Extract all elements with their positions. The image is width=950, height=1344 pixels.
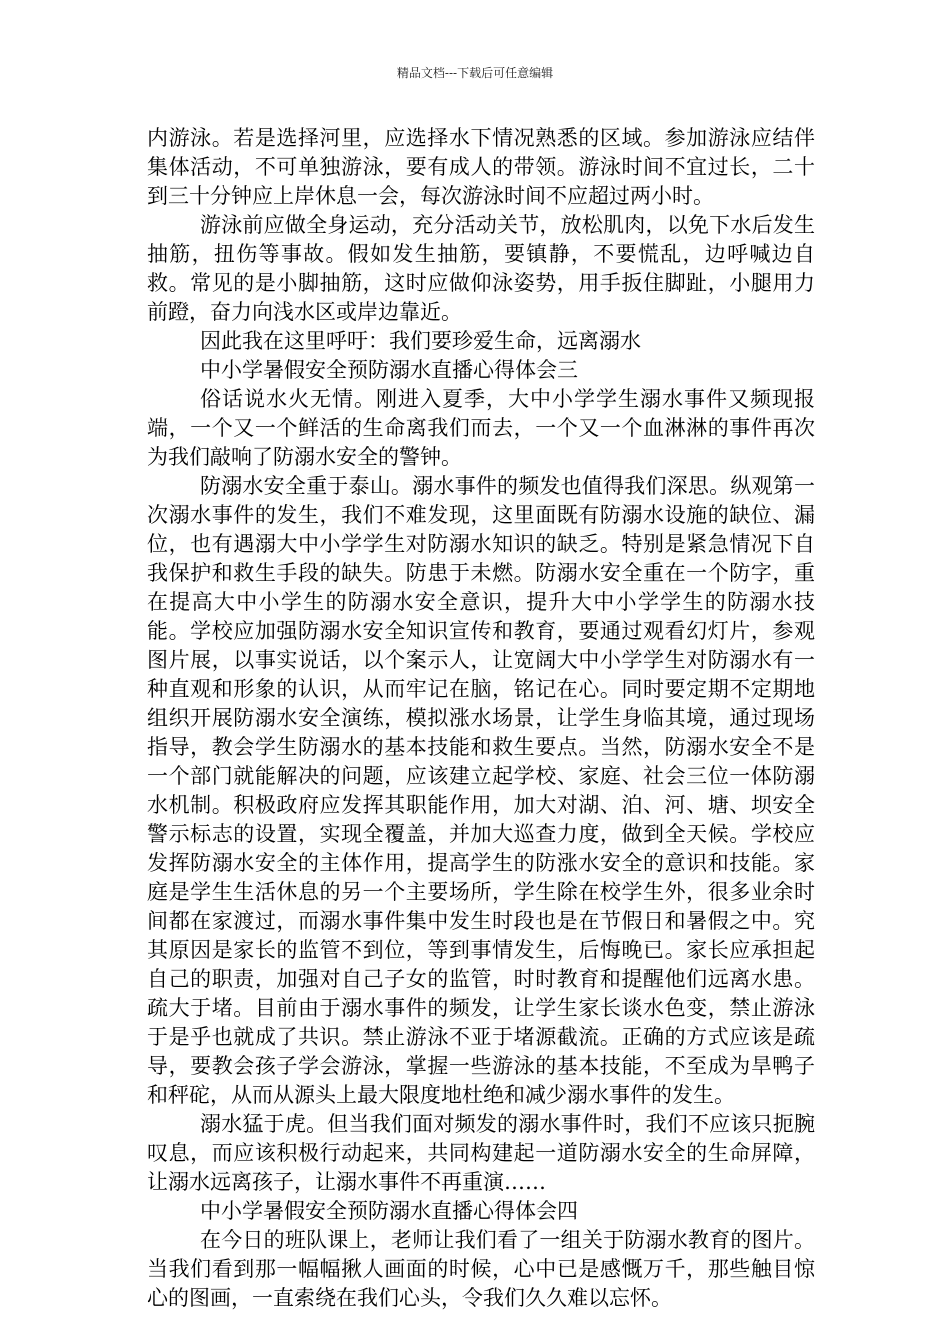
paragraph-warmup-cramps: 游泳前应做全身运动，充分活动关节，放松肌肉，以免下水后发生抽筋，扭伤等事故。假如发生抽筋，要镇静，不要慌乱，边呼喊边自救。常见的是小脚抽筋，这时应做仰泳姿势，用手扳住脚趾，小腿用力前蹬，奋力向浅水区或岸边靠近。 — [147, 213, 815, 324]
paragraph-safety-measures: 防溺水安全重于泰山。溺水事件的频发也值得我们深思。纵观第一次溺水事件的发生，我们不难发现，这里面既有防溺水设施的缺位、漏位，也有遇溺大中小学学生对防溺水知识的缺乏。特别是紧急情况下自我保护和救生手段的缺失。防患于未燃。防溺水安全重在一个防字，重在提高大中小学生的防溺水安全意识，提升大中小学学生的防溺水技能。学校应加强防溺水安全知识宣传和教育，要通过观看幻灯片，参观图片展，以事实说话，以个案示人，让宽阔大中小学学生对防溺水有一种直观和形象的认识，从而牢记在脑，铭记在心。同时要定期不定期地组织开展防溺水安全演练，模拟涨水场景，让学生身临其境，通过现场指导，教会学生防溺水的基本技能和救生要点。当然，防溺水安全不是一个部门就能解决的问题，应该建立起学校、家庭、社会三位一体防溺水机制。积极政府应发挥其职能作用，加大对湖、泊、河、塘、坝安全警示标志的设置，实现全覆盖，并加大巡查力度，做到全天候。学校应发挥防溺水安全的主体作用，提高学生的防涨水安全的意识和技能。家庭是学生生活休息的另一个主要场所，学生除在校学生外，很多业余时间都在家渡过，而溺水事件集中发生时段也是在节假日和暑假之中。究其原因是家长的监管不到位，等到事情发生，后悔晚已。家长应承担起自己的职责，加强对自己子女的监管，时时教育和提醒他们远离水患。疏大于堵。目前由于溺水事件的频发，让学生家长谈水色变，禁止游泳于是乎也就成了共识。禁止游泳不亚于堵源截流。正确的方式应该是疏导，要教会孩子学会游泳，掌握一些游泳的基本技能，不至成为旱鸭子和秤砣，从而从源头上最大限度地杜绝和减少溺水事件的发生。 — [147, 474, 815, 1107]
section-heading-three: 中小学暑假安全预防溺水直播心得体会三 — [200, 358, 578, 382]
paragraph-intro-four: 在今日的班队课上，老师让我们看了一组关于防溺水教育的图片。当我们看到那一幅幅揪人画面的时候，心中已是感慨万千，那些触目惊心的图画，一直索绕在我们心头，令我们久久难以忘怀。 — [147, 1228, 815, 1310]
section-heading-four: 中小学暑假安全预防溺水直播心得体会四 — [200, 1199, 578, 1223]
paragraph-intro-three: 俗话说水火无情。刚进入夏季，大中小学学生溺水事件又频现报端，一个又一个鲜活的生命离我们而去，一个又一个血淋淋的事件再次为我们敲响了防溺水安全的警钟。 — [147, 387, 815, 469]
paragraph-swimming-rules: 内游泳。若是选择河里，应选择水下情况熟悉的区域。参加游泳应结伴集体活动，不可单独游泳，要有成人的带领。游泳时间不宜过长，二十到三十分钟应上岸休息一会，每次游泳时间不应超过两小时。 — [147, 126, 815, 208]
paragraph-conclusion-three: 溺水猛于虎。但当我们面对频发的溺水事件时，我们不应该只扼腕叹息，而应该积极行动起来，共同构建起一道防溺水安全的生命屏障，让溺水远离孩子，让溺水事件不再重演…… — [147, 1112, 815, 1194]
paragraph-appeal: 因此我在这里呼吁：我们要珍爱生命，远离溺水 — [200, 329, 641, 353]
page-header: 精品文档---下载后可任意编辑 — [396, 66, 554, 80]
document-body — [147, 124, 815, 1313]
